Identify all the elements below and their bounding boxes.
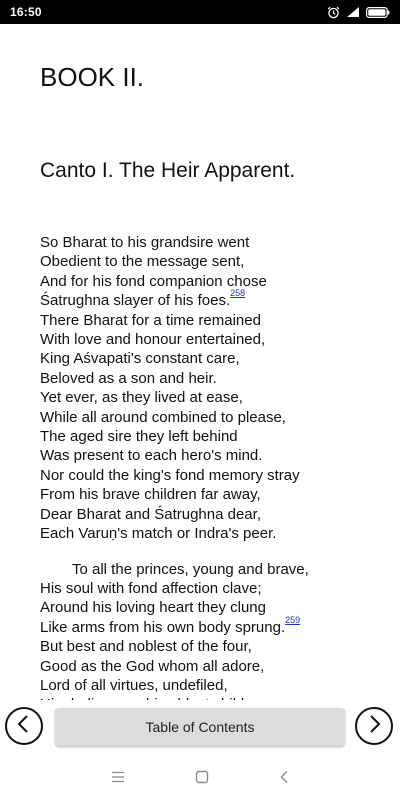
poem-line: Was present to each hero's mind. [40,447,263,465]
poem-line: King Aśvapati's constant care, [40,350,240,368]
poem-line: And for his fond companion chose [40,272,267,290]
stanza-1 [40,233,380,544]
poem-line: So Bharat to his grandsire went [40,234,250,251]
poem-line-text: Śatrughna slayer of his foes. [40,292,231,310]
table-of-contents-button[interactable]: Table of Contents [55,708,345,746]
poem-line: Around his loving heart they clung [40,599,266,617]
previous-page-button[interactable] [5,707,43,745]
poem-line: Beloved as a son and heir. [40,369,217,387]
chevron-right-icon [366,714,382,739]
poem-line [40,614,380,637]
reader-bottom-bar [0,700,400,754]
poem-line: Yet ever, as they lived at ease, [40,389,243,407]
footnote-link-258[interactable]: 258 [230,288,246,299]
status-time: 16:50 [10,5,42,19]
chevron-left-icon [16,714,32,739]
poem-text [40,233,380,715]
poem-line: Obedient to the message sent, [40,253,245,271]
book-title: BOOK II. [40,62,145,92]
home-icon[interactable] [195,770,209,784]
poem-line: To all the princes, young and brave, [72,560,309,578]
back-icon[interactable] [279,770,289,784]
poem-line: Good as the God whom all adore, [40,657,265,675]
status-icons [327,6,390,19]
poem-line: But best and noblest of the four, [40,638,252,656]
poem-line-text: Like arms from his own body sprung. [40,618,286,636]
footnote-link-259[interactable]: 259 [285,614,301,625]
poem-line: Dear Bharat and Śatrughna dear, [40,505,261,523]
reader-content[interactable] [0,24,400,700]
poem-line [40,288,380,310]
signal-icon [346,6,360,18]
poem-line: From his brave children far away, [40,486,261,504]
canto-title: Canto I. The Heir Apparent. [40,159,296,182]
poem-line: Nor could the king's fond memory stray [40,466,300,484]
menu-icon[interactable] [111,771,125,783]
poem-line: Each Varuṇ's match or Indra's peer. [40,525,277,543]
poem-line: His soul with fond affection clave; [40,579,262,597]
stanza-gap [40,544,380,560]
status-bar [0,0,400,24]
stanza-2 [40,560,380,715]
battery-icon [366,7,390,18]
poem-line: The aged sire they left behind [40,428,238,446]
alarm-icon [327,6,340,19]
poem-line: Lord of all virtues, undefiled, [40,676,228,694]
poem-line: With love and honour entertained, [40,331,266,349]
next-page-button[interactable] [355,707,393,745]
poem-line: While all around combined to please, [40,408,286,426]
system-navigation-bar [0,754,400,800]
poem-line: There Bharat for a time remained [40,311,261,329]
